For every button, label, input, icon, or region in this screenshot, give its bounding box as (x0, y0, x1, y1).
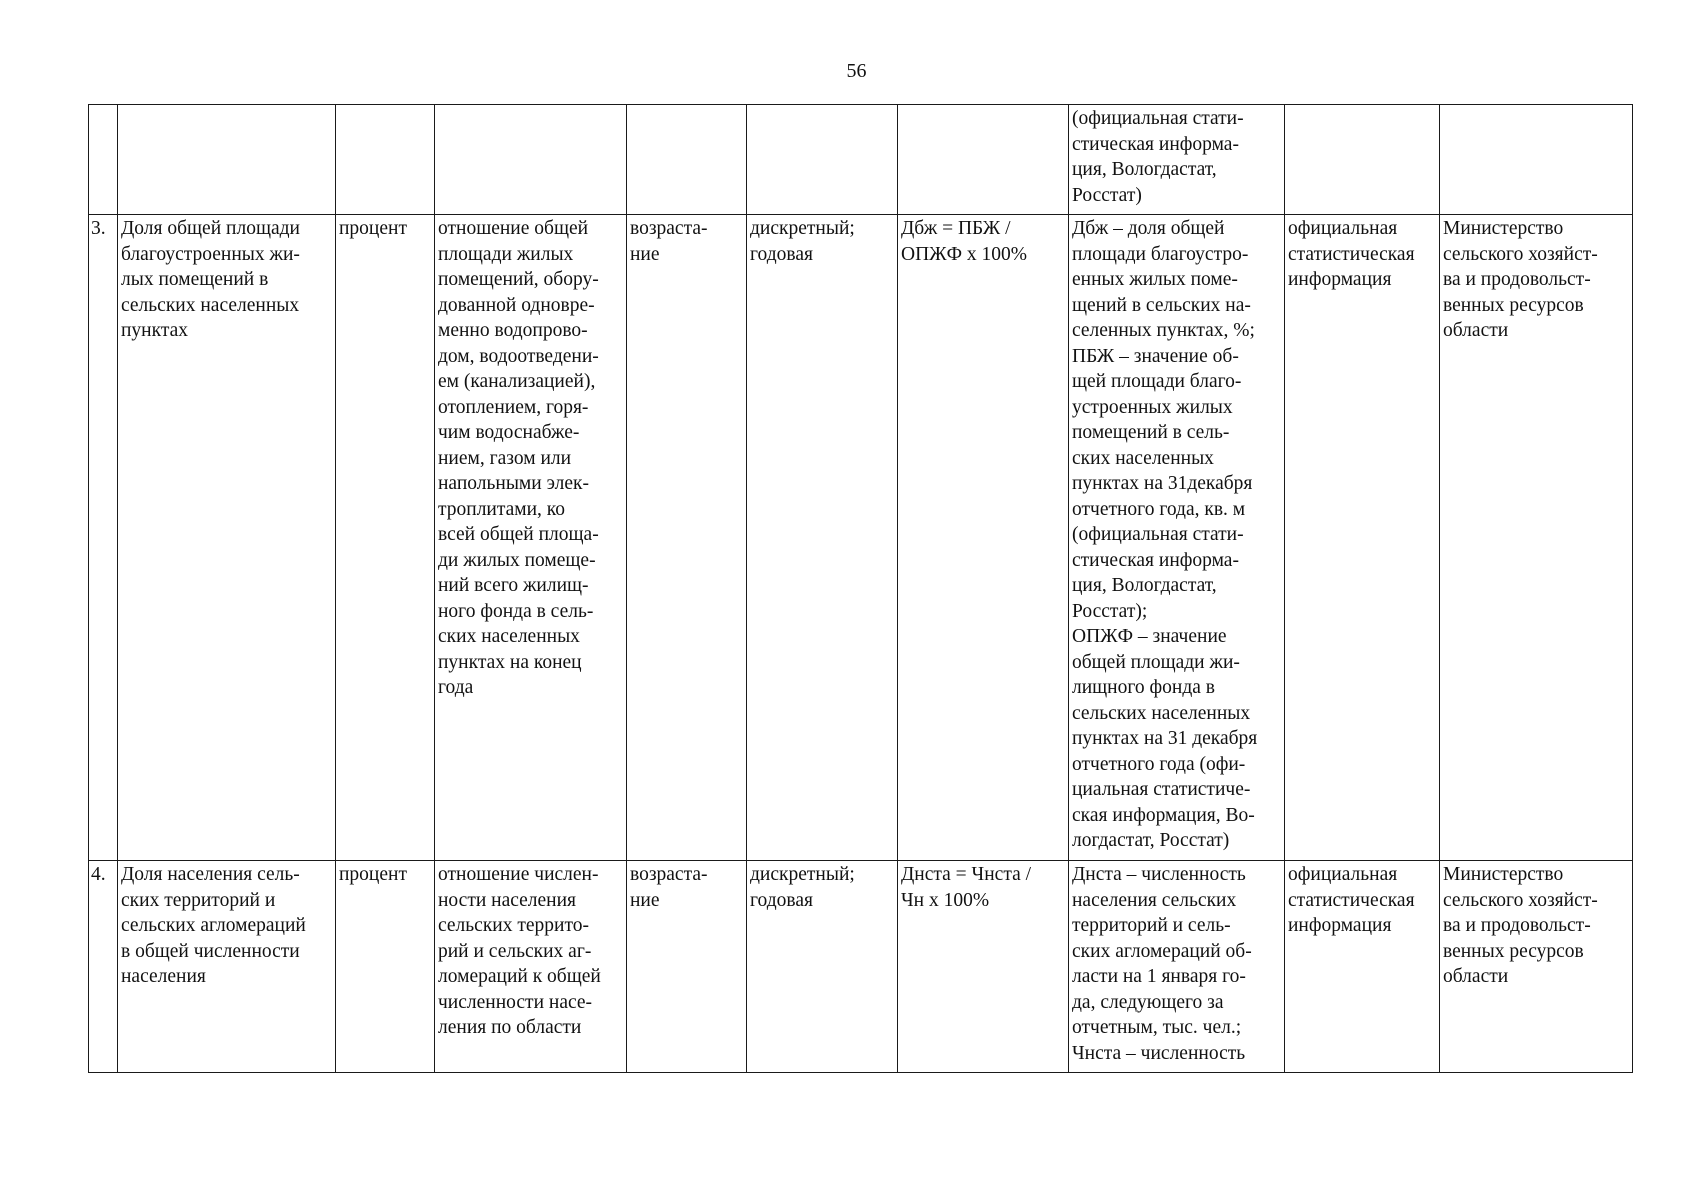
row-number-cell: 3. (89, 215, 118, 861)
row-number-cell: 4. (89, 861, 118, 1073)
basic-indicators-cell: (официальная стати- стическая информа- ция, Вологдастат, Росстат) (1069, 105, 1285, 215)
definition-cell (435, 105, 627, 215)
row-number-cell (89, 105, 118, 215)
unit-cell (336, 105, 435, 215)
basic-indicators-cell: Дбж – доля общей площади благоустро- енных жилых поме- щений в сельских на- селенных пунктах, %; ПБЖ – значение об- щей площади благо- устроенных жилых помещений в сель- ских населенных пунктах на 31декабря отчетного года, кв. м (официальная стати- стическая информа- ция, Вологдастат, Росстат); ОПЖФ – значение общей площади жи- лищного фонда в сельских населенных пунктах на 31 декабря отчетного года (офи- циальная статистиче- ская информация, Во- логдастат, Росстат) (1069, 215, 1285, 861)
unit-cell: процент (336, 861, 435, 1073)
definition-cell: отношение общей площади жилых помещений, обору- дованной одновре- менно водопрово- дом, водоотведени- ем (канализацией), отоплением, горя- чим водоснабже- нием, газом или напольными элек- троплитами, ко всей общей площа- ди жилых помеще- ний всего жилищ- ного фонда в сель- ских населенных пунктах на конец года (435, 215, 627, 861)
collection-method-cell: официальная статистическая информация (1285, 861, 1440, 1073)
algorithm-cell: Дбж = ПБЖ / ОПЖФ х 100% (898, 215, 1069, 861)
collection-method-cell: официальная статистическая информация (1285, 215, 1440, 861)
indicator-name-cell (118, 105, 336, 215)
indicator-name-cell: Доля общей площади благоустроенных жи- лых помещений в сельских населенных пунктах (118, 215, 336, 861)
table-row (89, 215, 1633, 861)
algorithm-cell: Днста = Чнста / Чн х 100% (898, 861, 1069, 1073)
characteristic-cell (747, 105, 898, 215)
definition-cell: отношение числен- ности населения сельских террито- рий и сельских аг- ломераций к общей численности насе- ления по области (435, 861, 627, 1073)
characteristic-cell: дискретный; годовая (747, 861, 898, 1073)
page-number: 56 (846, 60, 867, 82)
dynamics-cell: возраста- ние (627, 215, 747, 861)
algorithm-cell (898, 105, 1069, 215)
responsible-cell: Министерство сельского хозяйст- ва и продовольст- венных ресурсов области (1440, 215, 1633, 861)
responsible-cell: Министерство сельского хозяйст- ва и продовольст- венных ресурсов области (1440, 861, 1633, 1073)
indicators-table (88, 104, 1633, 1073)
characteristic-cell: дискретный; годовая (747, 215, 898, 861)
dynamics-cell (627, 105, 747, 215)
dynamics-cell: возраста- ние (627, 861, 747, 1073)
indicator-name-cell: Доля населения сель- ских территорий и сельских агломераций в общей численности населения (118, 861, 336, 1073)
responsible-cell (1440, 105, 1633, 215)
table-row (89, 861, 1633, 1073)
collection-method-cell (1285, 105, 1440, 215)
unit-cell: процент (336, 215, 435, 861)
basic-indicators-cell: Днста – численность населения сельских территорий и сель- ских агломераций об- ласти на 1 января го- да, следующего за отчетным, тыс. чел.; Чнста – численность (1069, 861, 1285, 1073)
table-row-continuation (89, 105, 1633, 215)
